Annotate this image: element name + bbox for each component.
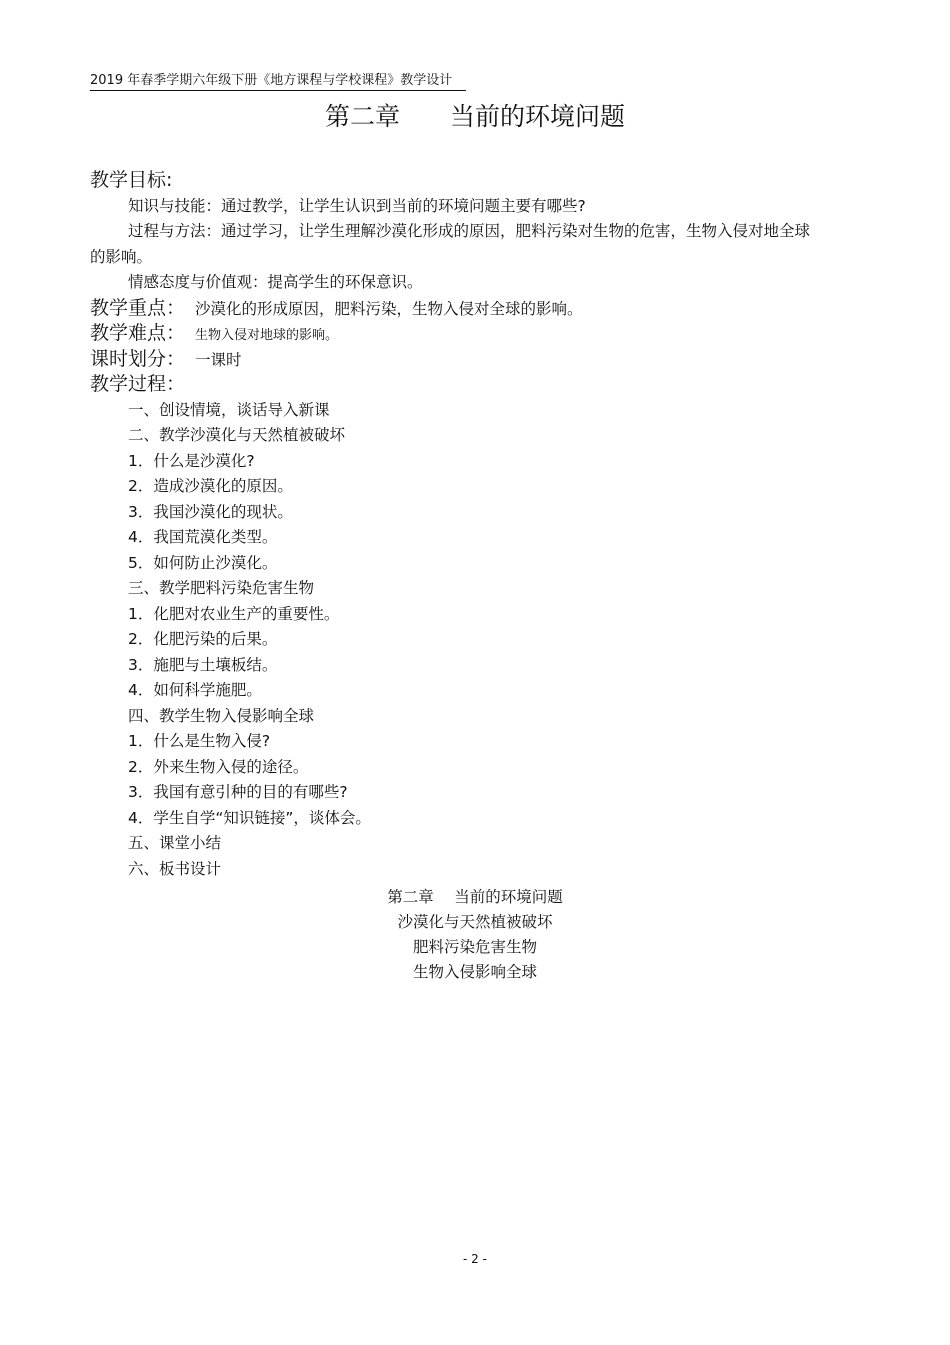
duration-row [90, 347, 810, 373]
key-points-label: 教学重点： [90, 296, 186, 319]
board-line: 肥料污染危害生物 [412, 938, 537, 956]
objective-knowledge: 知识与技能：通过教学，让学生认识到当前的环境问题主要有哪些? [128, 196, 586, 215]
main-content [90, 168, 810, 882]
process-line: 3．施肥与土壤板结。 [128, 655, 278, 674]
process-line: 六、板书设计 [128, 859, 222, 878]
objective-process: 过程与方法：通过学习，让学生理解沙漠化形成的原因，肥料污染对生物的危害，生物入侵对地全球的影响。 [90, 222, 811, 266]
process-line: 2．外来生物入侵的途径。 [128, 757, 309, 776]
running-header: 2019 年春季学期六年级下册《地方课程与学校课程》教学设计 [90, 72, 466, 91]
objective-attitude: 情感态度与价值观：提高学生的环保意识。 [128, 273, 423, 291]
difficulties-row [90, 321, 810, 347]
process-list [90, 398, 810, 883]
process-line: 4．如何科学施肥。 [128, 681, 262, 699]
board-line: 沙漠化与天然植被破坏 [397, 913, 553, 931]
board-line: 生物入侵影响全球 [412, 963, 537, 981]
process-line: 四、教学生物入侵影响全球 [128, 706, 315, 725]
difficulties-value: 生物入侵对地球的影响。 [195, 328, 339, 343]
process-line: 1．化肥对农业生产的重要性。 [128, 604, 340, 623]
process-line: 1．什么是沙漠化? [128, 451, 255, 470]
page-number: - 2 - [463, 1252, 487, 1266]
process-line: 4．学生自学“知识链接”，谈体会。 [128, 808, 371, 827]
process-line: 2．化肥污染的后果。 [128, 630, 278, 648]
objectives-heading: 教学目标: [90, 169, 173, 191]
process-line: 五、课堂小结 [128, 834, 222, 852]
process-line: 二、教学沙漠化与天然植被破坏 [128, 426, 346, 444]
difficulties-label: 教学难点： [90, 322, 186, 344]
process-line: 3．我国有意引种的目的有哪些? [128, 783, 348, 801]
chapter-title: 第二章 当前的环境问题 [324, 102, 625, 131]
process-heading: 教学过程： [90, 373, 186, 395]
process-line: 3．我国沙漠化的现状。 [128, 502, 293, 521]
key-points-value: 沙漠化的形成原因，肥料污染，生物入侵对全球的影响。 [195, 299, 583, 318]
key-points-row [90, 296, 810, 322]
process-line: 一、创设情境，谈话导入新课 [128, 400, 330, 419]
process-line: 1．什么是生物入侵? [128, 732, 271, 750]
duration-value: 一课时 [195, 350, 242, 369]
process-line: 5．如何防止沙漠化。 [128, 553, 278, 572]
process-line: 三、教学肥料污染危害生物 [128, 579, 315, 597]
board-line: 第二章 当前的环境问题 [387, 888, 563, 906]
process-line: 4．我国荒漠化类型。 [128, 528, 278, 546]
duration-label: 课时划分： [90, 347, 186, 370]
process-line: 2．造成沙漠化的原因。 [128, 477, 293, 495]
board-design [0, 885, 950, 985]
